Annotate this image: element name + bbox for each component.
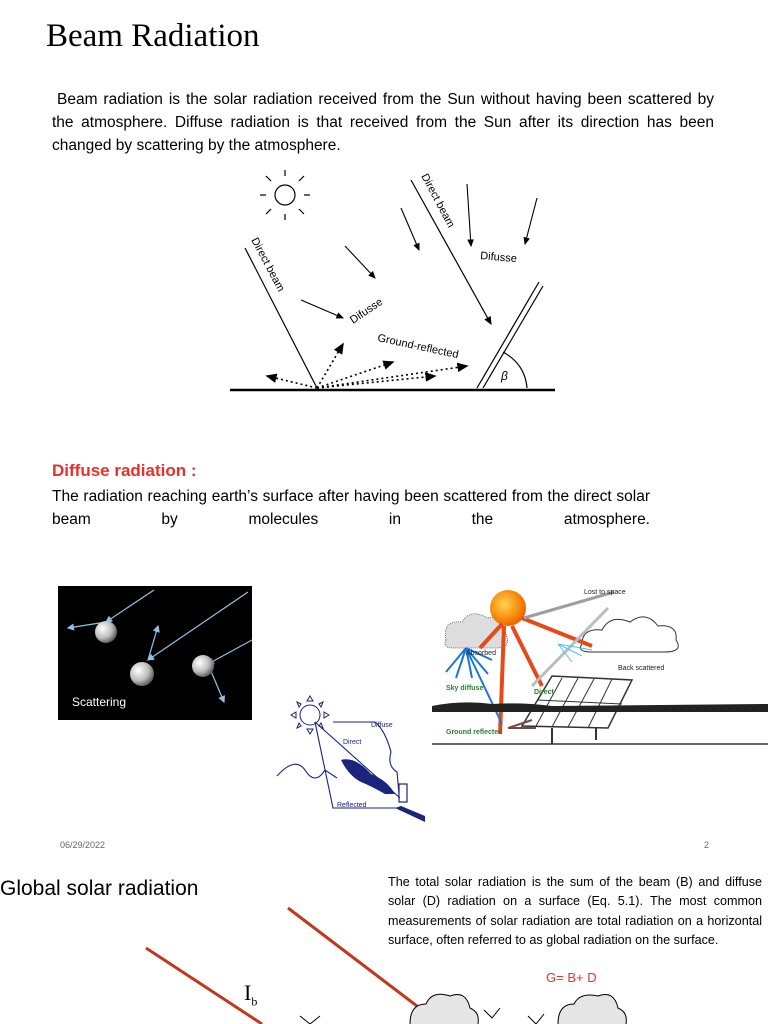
slide-title: Beam Radiation — [46, 18, 260, 54]
sun-ball-icon — [490, 590, 526, 626]
small-collector — [399, 784, 407, 802]
diffuse-mark-2 — [484, 1008, 500, 1018]
direct-beam-left-ray — [245, 248, 317, 388]
hill-shape — [341, 759, 395, 794]
small-diffuse-label: Diffuse — [371, 722, 393, 729]
small-radiation-diagram — [275, 690, 430, 825]
small-reflected-label: Reflected — [337, 802, 367, 809]
absorbed-label: Absorbed — [466, 650, 496, 657]
diffuse-right-label: Difusse — [479, 250, 518, 266]
direct-label: Direct — [534, 689, 554, 696]
small-direct-label: Direct — [343, 739, 362, 746]
back-scattered-label: Back scattered — [618, 665, 665, 672]
diffuse-paragraph: The radiation reaching earth’s surface after having been scattered from the direct solar beam by molecules in the atmosphere. — [52, 488, 650, 528]
sun-icon — [260, 170, 310, 220]
small-sun-icon — [291, 696, 329, 734]
lost-to-space-label: Lost to space — [584, 589, 626, 596]
direct-beam-left-label: Direct beam — [248, 235, 287, 294]
panel-radiation-diagram — [432, 578, 768, 750]
small-diagram-rays — [277, 722, 400, 808]
ground-wedge — [395, 806, 425, 822]
page-number: 2 — [704, 840, 710, 850]
scattering-image — [58, 586, 252, 720]
footer-date: 06/29/2022 — [60, 840, 106, 850]
global-paragraph: The total solar radiation is the sum of the beam (B) and diffuse solar (D) radiation on a surface (Eq. 5.1). The most common measurements of solar radiation are total radiation on a horizontal surface, often referred to as global radiation on the surface. — [388, 875, 762, 948]
diffuse-left-label: Difusse — [347, 296, 386, 327]
tilted-collector — [477, 282, 543, 388]
molecule-3 — [192, 655, 214, 677]
ib-symbol: I — [244, 980, 252, 1005]
global-diagram — [0, 900, 768, 1024]
sky-diffuse-label: Sky diffuse — [446, 685, 484, 692]
beam-ray-2 — [288, 908, 438, 1022]
beta-label: β — [501, 369, 508, 383]
direct-beam-right-label: Direct beam — [418, 171, 457, 230]
intro-paragraph — [52, 88, 714, 157]
global-title: Global solar radiation — [0, 877, 199, 900]
formula: G= B+ D — [546, 970, 597, 985]
diffuse-mark-1 — [300, 1016, 320, 1024]
intro-text: Beam radiation is the solar radiation received from the Sun without having been scattered by the atmosphere. Diffuse radiation is that received from the Sun after its direction has been changed by scattering by the atmosphere. — [52, 91, 714, 154]
cloud-2 — [558, 995, 626, 1024]
direct-beam-right-ray — [411, 180, 491, 324]
diffuse-heading: Diffuse radiation : — [52, 461, 197, 480]
ib-subscript: b — [251, 994, 258, 1009]
molecule-1 — [95, 621, 117, 643]
radiation-diagram — [225, 168, 565, 398]
cloud-1 — [410, 994, 478, 1024]
diffuse-mark-3 — [528, 1014, 544, 1024]
molecule-2 — [130, 662, 154, 686]
ground-reflected-label: Ground-reflected — [376, 332, 460, 362]
beam-ray-1 — [146, 948, 262, 1024]
scattering-caption: Scattering — [72, 695, 127, 709]
ground-reflected-panel-label: Ground reflected — [446, 729, 503, 736]
